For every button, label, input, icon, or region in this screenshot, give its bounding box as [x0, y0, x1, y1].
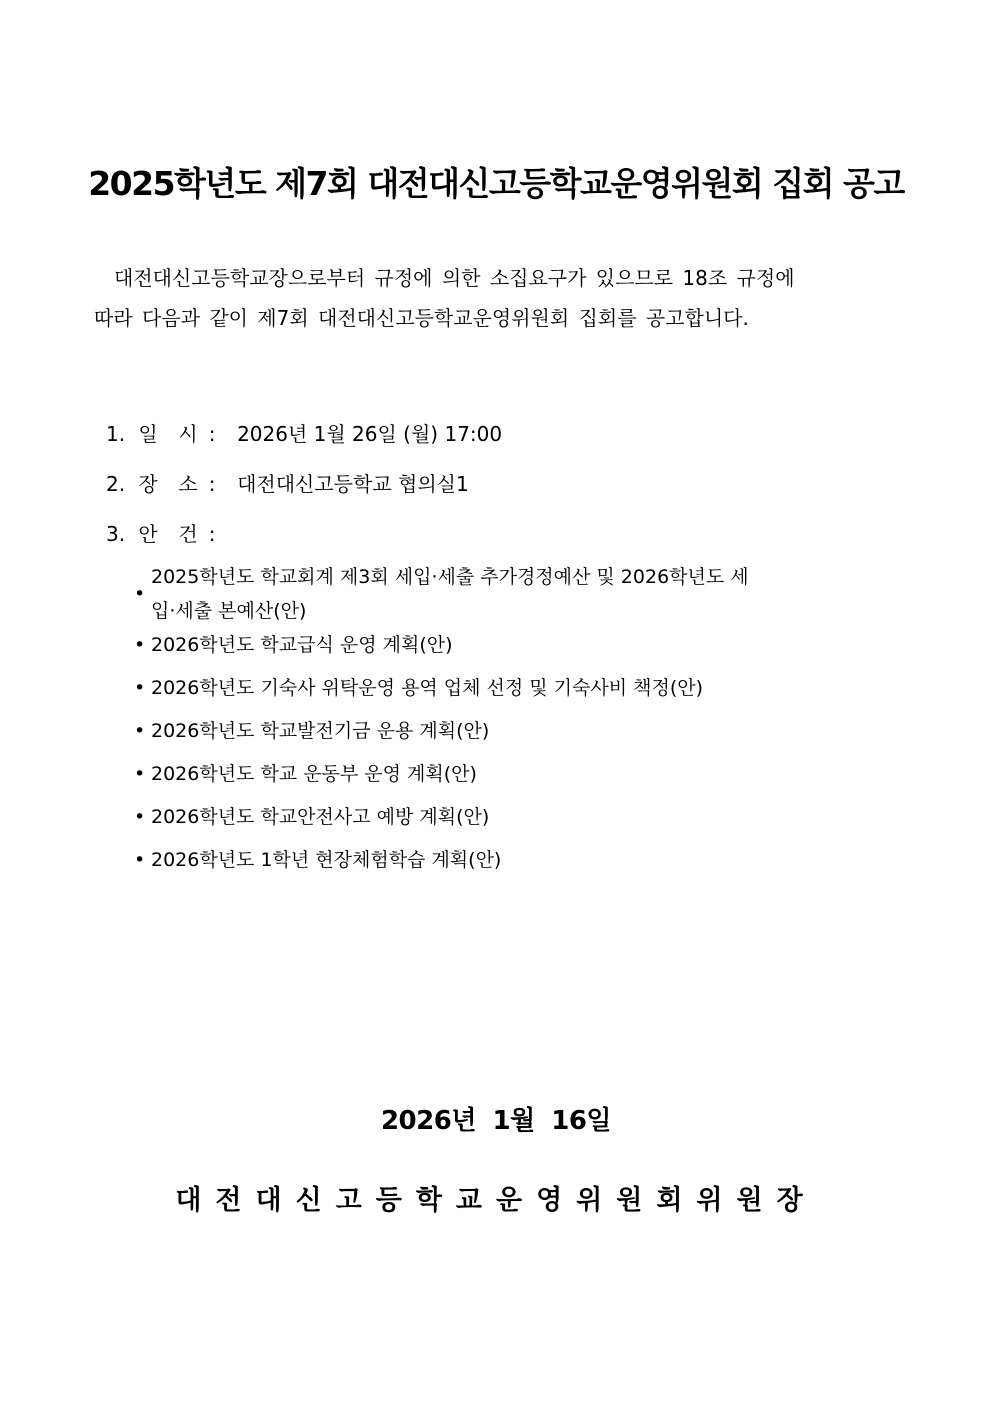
agenda-item-line: 2026학년도 학교급식 운영 계획(안): [151, 634, 453, 656]
bullet-icon: •: [134, 634, 146, 656]
item-value: 2026년 1월 26일 (월) 17:00: [237, 422, 503, 446]
item-value: 대전대신고등학교 협의실1: [237, 472, 469, 496]
item-label-char: 일: [138, 422, 158, 446]
item-colon: :: [208, 472, 216, 496]
agenda-item: [134, 628, 834, 662]
agenda-item-line: 2026학년도 기숙사 위탁운영 용역 업체 선정 및 기숙사비 책정(안): [151, 677, 703, 699]
item-label: [138, 468, 202, 497]
agenda-item: [134, 560, 834, 628]
item-colon: :: [208, 422, 216, 446]
item-number: 2.: [106, 472, 126, 496]
item-label-char: 시: [178, 422, 198, 446]
item-label-char: 소: [178, 472, 198, 496]
agenda-item: [134, 757, 834, 791]
agenda-item: [134, 800, 834, 834]
item-label: [138, 418, 202, 447]
intro-line-2: 따라 다음과 같이 제7회 대전대신고등학교운영위원회 집회를 공고합니다.: [94, 306, 749, 330]
agenda-item: [134, 843, 834, 877]
agenda-item-line: 입·세출 본예산(안): [151, 600, 307, 622]
item-agenda: [106, 518, 231, 547]
bullet-icon: •: [134, 763, 146, 785]
notice-date: 2026년 1월 16일: [380, 1106, 612, 1136]
item-label: [138, 518, 202, 547]
intro-line-1: 대전대신고등학교장으로부터 규정에 의한 소집요구가 있으므로 18조 규정에: [114, 266, 795, 290]
page-title: 2025학년도 제7회 대전대신고등학교운영위원회 집회 공고: [88, 164, 904, 203]
bullet-icon: •: [134, 583, 146, 605]
agenda-item: [134, 714, 834, 748]
item-number: 1.: [106, 422, 126, 446]
item-label-char: 안: [138, 522, 158, 546]
bullet-icon: •: [134, 677, 146, 699]
intro-paragraph: [94, 258, 898, 338]
agenda-item-line: 2026학년도 1학년 현장체험학습 계획(안): [151, 849, 502, 871]
agenda-list: [134, 560, 834, 886]
agenda-item: [134, 671, 834, 705]
item-label-char: 건: [178, 522, 198, 546]
bullet-icon: •: [134, 806, 146, 828]
item-colon: :: [208, 522, 216, 546]
signature-title: 대전대신고등학교운영위원회위원장: [175, 1185, 817, 1216]
item-label-char: 장: [138, 472, 158, 496]
bullet-icon: •: [134, 849, 146, 871]
agenda-item-line: 2026학년도 학교발전기금 운용 계획(안): [151, 720, 490, 742]
agenda-item-line: 2026학년도 학교 운동부 운영 계획(안): [151, 763, 477, 785]
item-location: [106, 468, 469, 497]
bullet-icon: •: [134, 720, 146, 742]
agenda-item-line: 2026학년도 학교안전사고 예방 계획(안): [151, 806, 490, 828]
item-datetime: [106, 418, 502, 447]
item-number: 3.: [106, 522, 126, 546]
agenda-item-line: 2025학년도 학교회계 제3회 세입·세출 추가경정예산 및 2026학년도 세: [151, 566, 749, 588]
